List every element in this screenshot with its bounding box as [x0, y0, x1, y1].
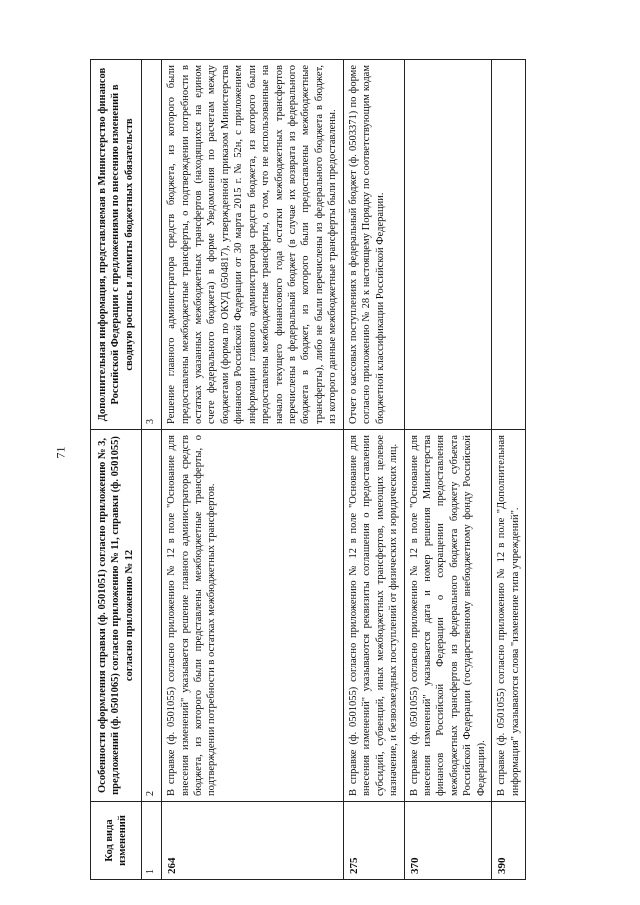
change-code: 390: [492, 802, 526, 880]
additional-info: [404, 60, 492, 430]
additional-info: Решение главного администратора средств бюджета, из которого были предоставлены межбюджетные трансферты, о подтверждении потребности в остатках указанных межбюджетных трансфертов (находящихся на едином счете федерального бюджета) в форме Уведомления по расчетам между бюджетами (форма по ОКУД 0504817), утвержденной приказом Министерства финансов Российской Федерации от 30 марта 2015 г. № 52н, с приложением информации главного администратора средств бюджета, из которого были предоставлены межбюджетные трансферты, о том, что не использованные на начало текущего финансового года остатки межбюджетных трансфертов перечислены в федеральный бюджет (в случае их возврата из федерального бюджета в бюджет, из которого были предоставлены межбюджетные трансферты), либо не были перечислены из федерального бюджета в бюджет, из которого данные межбюджетные трансферты были предоставлены.: [162, 60, 344, 430]
column-number: 2: [142, 430, 162, 802]
table-row: [492, 60, 526, 880]
table-row: [343, 60, 404, 880]
header-additional-info: Дополнительная информация, представляемая в Министерство финансов Российской Федерации с предложениями по внесению изменений в сводную роспись и лимиты бюджетных обязательств: [91, 60, 142, 430]
table-header-row: [91, 60, 142, 880]
formatting-features: В справке (ф. 0501055) согласно приложению № 12 в поле "Основание для внесения изменений" указываются реквизиты соглашения о предоставлении субсидий, субвенций, иных межбюджетных трансфертов, имеющих целевое назначение, и безвозмездных поступлений от физических и юридических лиц.: [343, 430, 404, 802]
formatting-features: В справке (ф. 0501055) согласно приложению № 12 в поле "Основание для внесения изменений" указывается решение главного администратора средств бюджета, из которого были представлены межбюджетные трансферты, о подтверждении потребности в остатках межбюджетных трансфертов.: [162, 430, 344, 802]
additional-info: [492, 60, 526, 430]
header-features: Особенности оформления справки (ф. 0501051) согласно приложению № 3, предложений (ф. 0501065) согласно приложению № 11, справки (ф. 0501055) согласно приложению № 12: [91, 430, 142, 802]
additional-info: Отчет о кассовых поступлениях в федеральный бюджет (ф. 0503371) по форме согласно приложению № 28 к настоящему Порядку по соответствующим кодам бюджетной классификации Российской Федерации.: [343, 60, 404, 430]
change-code: 275: [343, 802, 404, 880]
column-number-row: [142, 60, 162, 880]
formatting-features: В справке (ф. 0501055) согласно приложению № 12 в поле "Дополнительная информация" указываются слова "изменение типа учреждений".: [492, 430, 526, 802]
table-row: [404, 60, 492, 880]
change-code: 370: [404, 802, 492, 880]
header-change-code: Код вида изменений: [91, 802, 142, 880]
column-number: 3: [142, 60, 162, 430]
rotated-table-container: [90, 60, 560, 880]
column-number: 1: [142, 802, 162, 880]
table-row: [162, 60, 344, 880]
change-code: 264: [162, 802, 344, 880]
changes-table: [90, 59, 526, 880]
page-number: 71: [53, 446, 68, 459]
formatting-features: В справке (ф. 0501055) согласно приложению № 12 в поле "Основание для внесения изменений" указывается дата и номер решения Министерства финансов Российской Федерации о сокращении предоставления межбюджетных трансфертов из федерального бюджета бюджету субъекта Российской Федерации (государственному внебюджетному фонду Российской Федерации).: [404, 430, 492, 802]
